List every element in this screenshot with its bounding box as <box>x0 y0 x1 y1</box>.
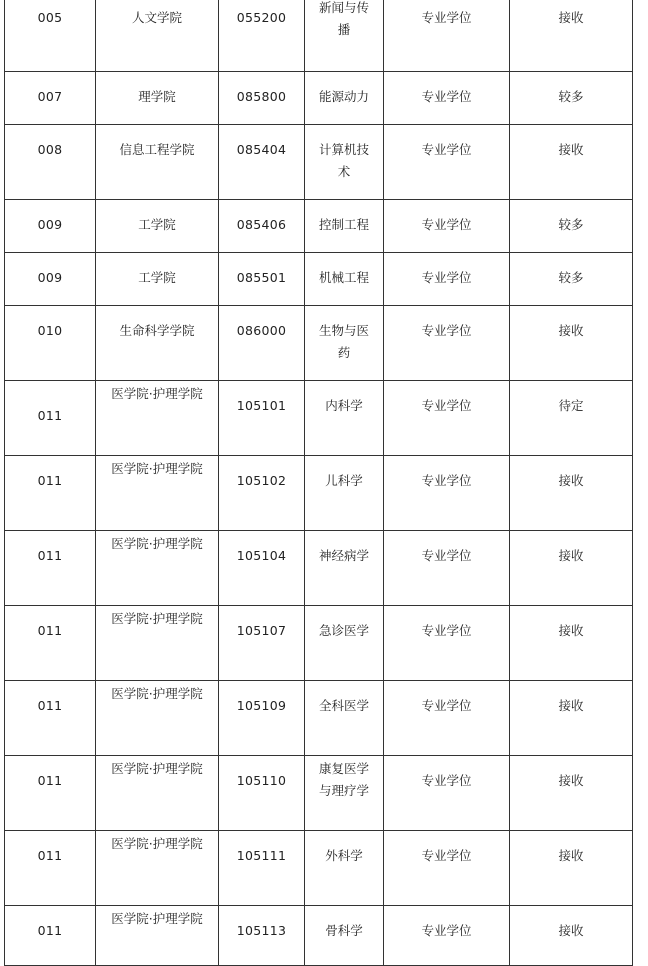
status-cell: 接收 <box>510 125 633 200</box>
major-code-cell: 086000 <box>219 306 305 381</box>
table-row <box>5 306 633 381</box>
major-name-cell: 全科医学 <box>305 681 384 756</box>
major-code-cell: 105111 <box>219 831 305 906</box>
admission-table <box>4 0 633 966</box>
table-row <box>5 125 633 200</box>
table-row <box>5 681 633 756</box>
degree-type-cell: 专业学位 <box>384 531 510 606</box>
major-name-cell: 机械工程 <box>305 253 384 306</box>
status-cell: 较多 <box>510 253 633 306</box>
college-no-cell: 011 <box>5 756 96 831</box>
college-no-cell: 011 <box>5 681 96 756</box>
major-code-cell: 105102 <box>219 456 305 531</box>
major-code-cell: 105107 <box>219 606 305 681</box>
degree-type-cell: 专业学位 <box>384 306 510 381</box>
college-name-cell: 医学院·护理学院 <box>96 456 219 531</box>
major-code-cell: 105101 <box>219 381 305 456</box>
status-cell: 接收 <box>510 306 633 381</box>
major-name-cell: 内科学 <box>305 381 384 456</box>
major-name-cell: 能源动力 <box>305 72 384 125</box>
college-no-cell: 011 <box>5 381 96 456</box>
major-name-cell: 新闻与传播 <box>305 0 384 72</box>
table-row <box>5 756 633 831</box>
table-row <box>5 906 633 966</box>
degree-type-cell: 专业学位 <box>384 381 510 456</box>
major-name-cell: 计算机技术 <box>305 125 384 200</box>
table-body <box>5 0 633 966</box>
table-row <box>5 200 633 253</box>
table-row <box>5 531 633 606</box>
college-name-cell: 人文学院 <box>96 0 219 72</box>
major-code-cell: 085406 <box>219 200 305 253</box>
college-no-cell: 011 <box>5 531 96 606</box>
college-no-cell: 010 <box>5 306 96 381</box>
college-name-cell: 医学院·护理学院 <box>96 906 219 966</box>
major-name-cell: 骨科学 <box>305 906 384 966</box>
major-code-cell: 105104 <box>219 531 305 606</box>
table-row <box>5 831 633 906</box>
college-name-cell: 医学院·护理学院 <box>96 531 219 606</box>
table-row <box>5 606 633 681</box>
major-code-cell: 085501 <box>219 253 305 306</box>
degree-type-cell: 专业学位 <box>384 681 510 756</box>
status-cell: 较多 <box>510 72 633 125</box>
college-name-cell: 医学院·护理学院 <box>96 606 219 681</box>
major-name-cell: 生物与医药 <box>305 306 384 381</box>
degree-type-cell: 专业学位 <box>384 756 510 831</box>
college-no-cell: 011 <box>5 906 96 966</box>
major-name-cell: 外科学 <box>305 831 384 906</box>
major-code-cell: 105109 <box>219 681 305 756</box>
major-name-cell: 康复医学与理疗学 <box>305 756 384 831</box>
major-code-cell: 105110 <box>219 756 305 831</box>
status-cell: 接收 <box>510 606 633 681</box>
status-cell: 接收 <box>510 681 633 756</box>
table-row <box>5 456 633 531</box>
major-name-cell: 控制工程 <box>305 200 384 253</box>
table-row <box>5 72 633 125</box>
college-name-cell: 理学院 <box>96 72 219 125</box>
college-name-cell: 医学院·护理学院 <box>96 756 219 831</box>
college-no-cell: 009 <box>5 253 96 306</box>
college-name-cell: 医学院·护理学院 <box>96 681 219 756</box>
status-cell: 待定 <box>510 381 633 456</box>
college-no-cell: 009 <box>5 200 96 253</box>
degree-type-cell: 专业学位 <box>384 906 510 966</box>
major-name-cell: 神经病学 <box>305 531 384 606</box>
college-name-cell: 医学院·护理学院 <box>96 381 219 456</box>
table-row <box>5 253 633 306</box>
major-code-cell: 085800 <box>219 72 305 125</box>
college-no-cell: 008 <box>5 125 96 200</box>
college-no-cell: 005 <box>5 0 96 72</box>
status-cell: 接收 <box>510 756 633 831</box>
status-cell: 接收 <box>510 456 633 531</box>
status-cell: 接收 <box>510 906 633 966</box>
degree-type-cell: 专业学位 <box>384 606 510 681</box>
table-row <box>5 381 633 456</box>
degree-type-cell: 专业学位 <box>384 456 510 531</box>
college-no-cell: 011 <box>5 456 96 531</box>
degree-type-cell: 专业学位 <box>384 200 510 253</box>
college-no-cell: 011 <box>5 606 96 681</box>
college-name-cell: 信息工程学院 <box>96 125 219 200</box>
degree-type-cell: 专业学位 <box>384 0 510 72</box>
status-cell: 接收 <box>510 0 633 72</box>
degree-type-cell: 专业学位 <box>384 125 510 200</box>
status-cell: 较多 <box>510 200 633 253</box>
degree-type-cell: 专业学位 <box>384 831 510 906</box>
college-name-cell: 工学院 <box>96 253 219 306</box>
major-name-cell: 儿科学 <box>305 456 384 531</box>
major-code-cell: 085404 <box>219 125 305 200</box>
major-code-cell: 055200 <box>219 0 305 72</box>
college-name-cell: 生命科学学院 <box>96 306 219 381</box>
major-name-cell: 急诊医学 <box>305 606 384 681</box>
college-no-cell: 007 <box>5 72 96 125</box>
major-code-cell: 105113 <box>219 906 305 966</box>
college-name-cell: 工学院 <box>96 200 219 253</box>
degree-type-cell: 专业学位 <box>384 253 510 306</box>
college-name-cell: 医学院·护理学院 <box>96 831 219 906</box>
status-cell: 接收 <box>510 831 633 906</box>
college-no-cell: 011 <box>5 831 96 906</box>
status-cell: 接收 <box>510 531 633 606</box>
degree-type-cell: 专业学位 <box>384 72 510 125</box>
table-row <box>5 0 633 72</box>
